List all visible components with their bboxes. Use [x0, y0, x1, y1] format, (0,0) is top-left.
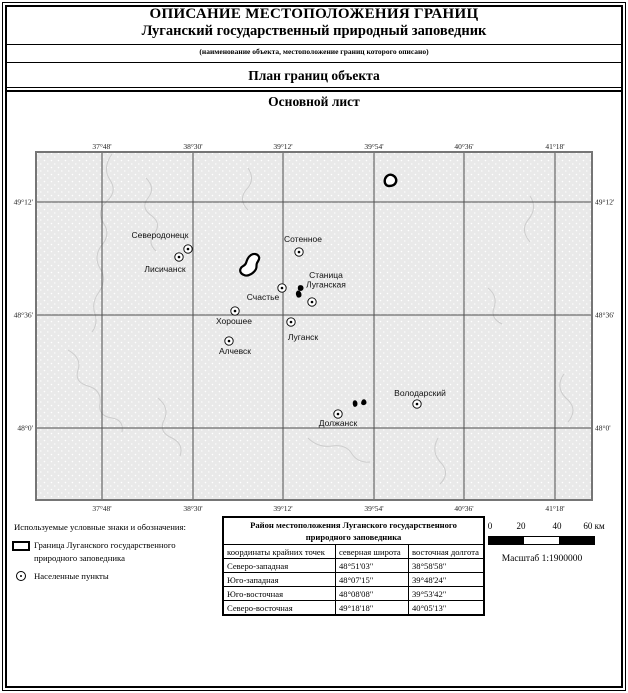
scale-bar-graphic: [488, 536, 595, 545]
settlement-marker-dot: [416, 403, 419, 406]
settlement-label: Луганск: [287, 332, 319, 342]
reserve-boundary-icon: [12, 541, 30, 551]
lon-label-bottom: 37°48': [92, 504, 112, 513]
settlement-marker-dot: [281, 287, 284, 290]
reserve-area-stanitsa-1: [298, 286, 303, 291]
lon-label-top: 38°30': [183, 142, 203, 151]
lon-label-top: 39°54': [364, 142, 384, 151]
table-row: [224, 559, 484, 573]
settlement-label: Северодонецк: [131, 230, 189, 240]
table-cell: 48°07'15": [336, 573, 409, 587]
table-cell: 48°51'03": [336, 559, 409, 573]
table-cell: 49°18'18": [336, 601, 409, 615]
settlement-marker-dot: [298, 251, 301, 254]
lon-label-bottom: 39°54': [364, 504, 384, 513]
settlement-label: Володарский: [394, 388, 446, 398]
table-cell: Северо-восточная: [224, 601, 336, 615]
table-header-cell: координаты крайних точек: [224, 545, 336, 559]
lon-label-top: 39°12': [273, 142, 293, 151]
map-background: [36, 152, 592, 500]
settlement-marker-dot: [234, 310, 237, 313]
scale-tick-label: 40: [552, 521, 562, 531]
scale-caption: Масштаб 1:1900000: [501, 554, 583, 564]
legend-item-label: Граница Луганского государственного природного заповедника: [34, 540, 176, 563]
table-header-cell: северная широта: [336, 545, 409, 559]
extreme-points-table: [223, 517, 484, 615]
lon-label-bottom: 39°12': [273, 504, 293, 513]
reserve-area-north: [385, 175, 397, 186]
divider: [7, 44, 621, 45]
lon-label-bottom: 41°18': [545, 504, 565, 513]
settlement-label: Сотенное: [283, 234, 323, 244]
lat-label-right: 49°12': [595, 197, 615, 207]
settlement-marker-dot: [228, 340, 231, 343]
table-row: [224, 573, 484, 587]
table-cell: 39°53'42": [409, 587, 484, 601]
map-canvas: [14, 142, 615, 513]
lat-label-right: 48°36': [595, 310, 615, 320]
object-name: Луганский государственный природный заповедник: [141, 23, 487, 39]
scale-tick-label: 60 км: [583, 521, 605, 531]
table-cell: 48°08'08": [336, 587, 409, 601]
legend: [14, 522, 219, 589]
settlement-marker-dot: [290, 321, 293, 324]
settlement-marker-dot: [178, 256, 181, 259]
divider: [7, 87, 621, 88]
legend-item-label: Населенные пункты: [34, 571, 109, 581]
lat-label-left: 49°12': [13, 197, 33, 207]
lon-label-top: 41°18': [545, 142, 565, 151]
lon-label-top: 40°36': [454, 142, 474, 151]
settlement-label: Луганская: [306, 279, 346, 290]
reserve-area-south-2: [362, 400, 366, 405]
table-title: Район местоположения Луганского государственного природного заповедника: [224, 518, 484, 545]
settlement-label: Счастье: [246, 292, 280, 302]
settlement-marker-dot: [187, 248, 190, 251]
reserve-area-stanitsa-2: [296, 291, 301, 297]
lon-label-bottom: 38°30': [183, 504, 203, 513]
legend-item-boundary: [14, 539, 219, 564]
boundary-plan-map[interactable]: [8, 138, 620, 516]
settlement-marker-dot: [311, 301, 314, 304]
plan-section-title: План границ объекта: [248, 68, 380, 83]
table-header-row: [224, 545, 484, 559]
sheet-section-title: Основной лист: [268, 94, 360, 109]
lon-label-bottom: 40°36': [454, 504, 474, 513]
scale-tick-label: 20: [516, 521, 526, 531]
settlement-label: Лисичанск: [144, 264, 186, 274]
settlement-label: Должанск: [318, 418, 358, 428]
divider: [7, 62, 621, 63]
table-cell: Северо-западная: [224, 559, 336, 573]
table-row: [224, 601, 484, 615]
legend-item-settlement: [14, 570, 219, 583]
reserve-area-south-1: [353, 401, 357, 407]
divider: [7, 90, 621, 92]
settlement-icon: [16, 571, 26, 581]
object-name-caption: (наименование объекта, местоположение границ которого описано): [199, 47, 429, 56]
lat-label-left: 48°0': [17, 423, 33, 433]
table-cell: Юго-западная: [224, 573, 336, 587]
lat-label-left: 48°36': [13, 310, 33, 320]
table-title-row: [224, 518, 484, 545]
lat-label-right: 48°0': [595, 423, 611, 433]
settlement-label: Станица: [309, 270, 343, 280]
legend-heading: Используемые условные знаки и обозначения:: [14, 522, 186, 532]
document-title: ОПИСАНИЕ МЕСТОПОЛОЖЕНИЯ ГРАНИЦ: [149, 6, 479, 22]
scale-tick-label: 0: [487, 521, 493, 531]
lon-label-top: 37°48': [92, 142, 112, 151]
table-cell: 38°58'58": [409, 559, 484, 573]
table-cell: 39°48'24": [409, 573, 484, 587]
table-cell: Юго-восточная: [224, 587, 336, 601]
table-cell: 40°05'13": [409, 601, 484, 615]
settlement-label: Хорошее: [215, 316, 253, 326]
settlement-label: Алчевск: [219, 346, 251, 356]
settlement-marker-dot: [337, 413, 340, 416]
table-row: [224, 587, 484, 601]
table-header-cell: восточная долгота: [409, 545, 484, 559]
